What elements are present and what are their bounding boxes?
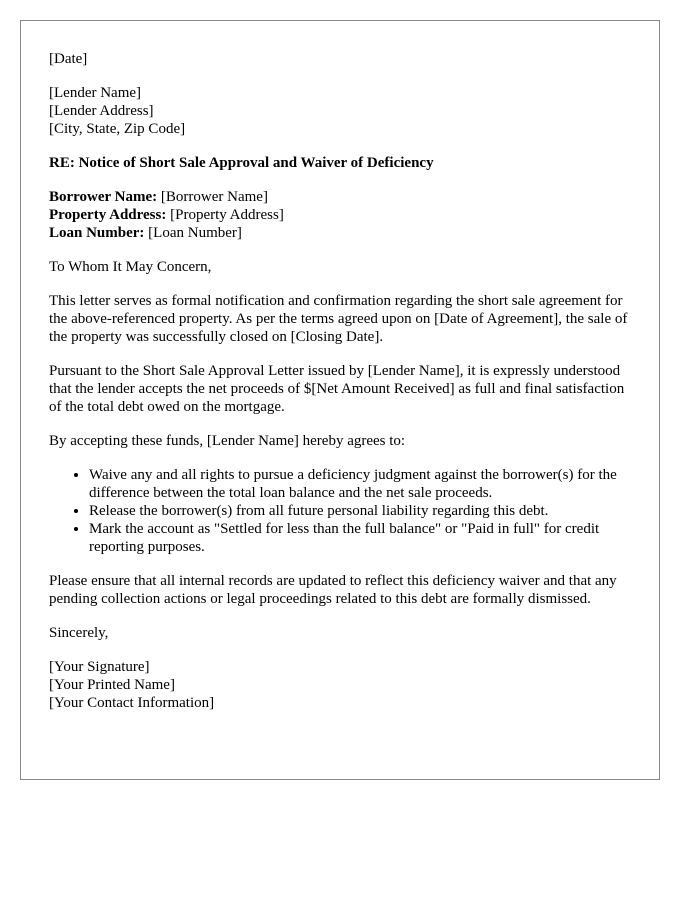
salutation: To Whom It May Concern, <box>49 259 212 275</box>
signature-block <box>49 658 631 712</box>
property-value: [Property Address] <box>170 207 284 223</box>
borrower-row <box>49 188 631 206</box>
borrower-label: Borrower Name: <box>49 189 158 205</box>
signature-placeholder: [Your Signature] <box>49 659 150 675</box>
details-block <box>49 188 631 242</box>
terms-list-item: • Waive any and all rights to pursue a deficiency judgment against the borrower(s) for the difference between the total loan balance and the net sale proceeds. <box>89 466 631 502</box>
printed-name: [Your Printed Name] <box>49 677 175 693</box>
property-label: Property Address: <box>49 207 167 223</box>
recipient-address: [Lender Address] <box>49 103 154 119</box>
body-paragraph-1: This letter serves as formal notification and confirmation regarding the short sale agreement for the above-referenced property. As per the terms agreed upon on [Date of Agreement], the sale of the property was successfully closed on [Closing Date]. <box>49 293 628 345</box>
closing-paragraph: Please ensure that all internal records are updated to reflect this deficiency waiver and that any pending collection actions or legal proceedings related to this debt are formally dismissed. <box>49 573 617 607</box>
terms-list <box>49 466 631 556</box>
recipient-city-state-zip: [City, State, Zip Code] <box>49 121 186 137</box>
letter-page <box>20 20 660 780</box>
body-paragraph-3: By accepting these funds, [Lender Name] hereby agrees to: <box>49 433 406 449</box>
terms-list-item: • Mark the account as "Settled for less than the full balance" or "Paid in full" for credit reporting purposes. <box>89 520 631 556</box>
loan-row <box>49 224 631 242</box>
terms-list-item: • Release the borrower(s) from all future personal liability regarding this debt. <box>89 502 631 520</box>
recipient-block <box>49 84 631 138</box>
property-row <box>49 206 631 224</box>
recipient-name: [Lender Name] <box>49 85 142 101</box>
letter-date: [Date] <box>49 51 88 67</box>
subject-line: RE: Notice of Short Sale Approval and Waiver of Deficiency <box>49 155 434 171</box>
loan-label: Loan Number: <box>49 225 145 241</box>
sign-off: Sincerely, <box>49 625 109 641</box>
loan-value: [Loan Number] <box>148 225 242 241</box>
body-paragraph-2: Pursuant to the Short Sale Approval Letter issued by [Lender Name], it is expressly understood that the lender accepts the net proceeds of $[Net Amount Received] as full and final satisfaction of the total debt owed on the mortgage. <box>49 363 625 415</box>
borrower-value: [Borrower Name] <box>160 189 268 205</box>
contact-information: [Your Contact Information] <box>49 695 215 711</box>
